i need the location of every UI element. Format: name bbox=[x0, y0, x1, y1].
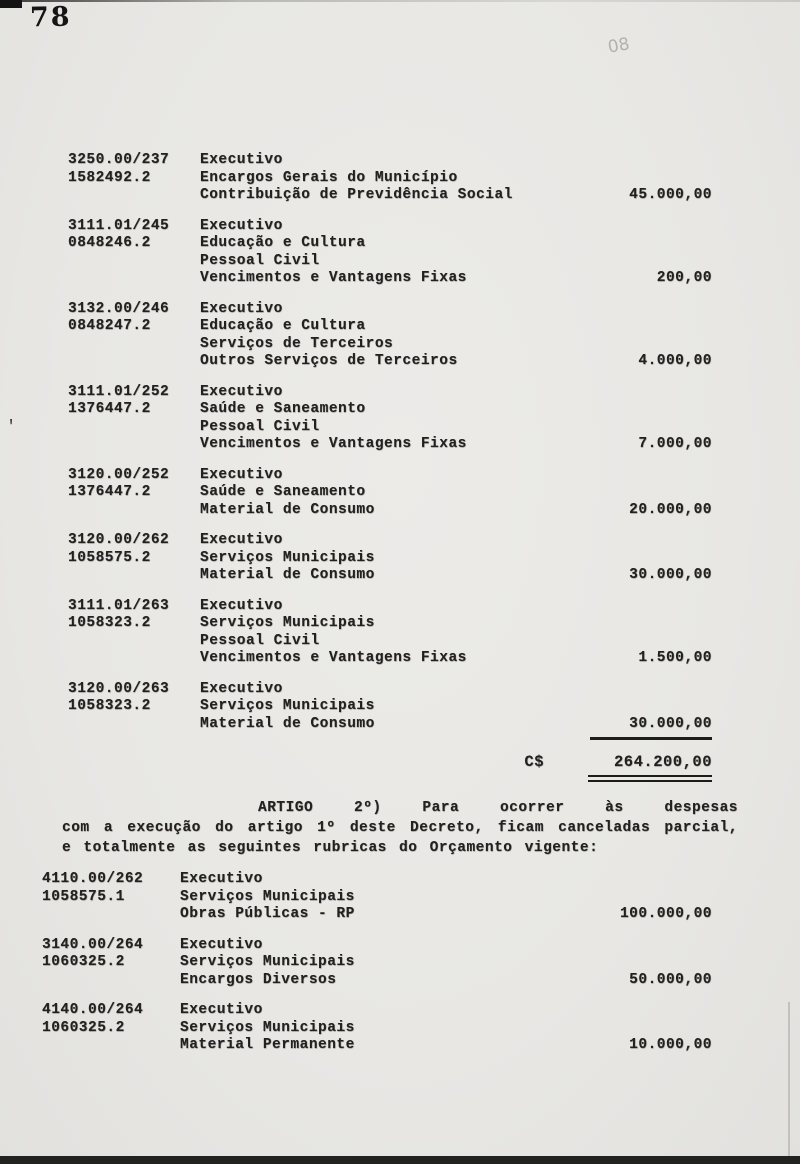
entry-row bbox=[68, 152, 712, 170]
margin-mark: ' bbox=[6, 418, 17, 437]
entry-description: Executivo bbox=[200, 152, 283, 168]
entry-amount: 7.000,00 bbox=[638, 436, 712, 452]
entry-row bbox=[68, 253, 712, 271]
entry-code: 0848247.2 bbox=[68, 318, 151, 334]
entry-description: Educação e Cultura bbox=[200, 318, 366, 334]
entry-code: 3111.01/245 bbox=[68, 217, 170, 234]
entry-row bbox=[68, 681, 712, 699]
entry-row bbox=[68, 270, 712, 288]
entry-row bbox=[68, 467, 712, 485]
entry-row bbox=[68, 301, 712, 319]
entry-description: Saúde e Saneamento bbox=[200, 401, 366, 417]
total-row bbox=[68, 753, 712, 771]
entry-description: Serviços de Terceiros bbox=[200, 335, 394, 352]
entry-row bbox=[42, 1020, 712, 1038]
entry-row bbox=[68, 235, 712, 253]
entry-amount: 200,00 bbox=[656, 270, 712, 286]
entry-row bbox=[68, 567, 712, 585]
entry-row bbox=[42, 889, 712, 907]
article-line: ARTIGO 2º) Para ocorrer às despesas bbox=[258, 800, 738, 816]
entry-code: 1058575.2 bbox=[68, 549, 151, 566]
entry-description: Executivo bbox=[200, 680, 283, 697]
entry-description: Encargos Gerais do Município bbox=[200, 169, 458, 186]
entry-code: 3250.00/237 bbox=[68, 152, 170, 168]
entry-row bbox=[42, 1002, 712, 1020]
entry-description: Material Permanente bbox=[180, 1037, 355, 1053]
entry-code: 1058323.2 bbox=[68, 698, 151, 714]
page-number: 78 bbox=[29, 1, 72, 34]
entry-row bbox=[68, 598, 712, 616]
entry-row bbox=[68, 615, 712, 633]
entry-description: Pessoal Civil bbox=[200, 632, 320, 649]
entry-description: Contribuição de Previdência Social bbox=[200, 187, 513, 203]
entry-row bbox=[68, 318, 712, 336]
entry-description: Pessoal Civil bbox=[200, 418, 320, 435]
entry-description: Serviços Municipais bbox=[200, 698, 375, 714]
entry-description: Serviços Municipais bbox=[200, 615, 375, 631]
entry-row bbox=[42, 871, 712, 889]
entry-code: 1058323.2 bbox=[68, 615, 151, 631]
entry-row bbox=[42, 972, 712, 990]
entry-description: Serviços Municipais bbox=[200, 549, 375, 566]
entry-code: 1376447.2 bbox=[68, 401, 151, 417]
entry-row bbox=[68, 633, 712, 651]
budget-entry bbox=[68, 467, 712, 520]
article-line: com a execução do artigo 1º deste Decreto, ficam canceladas parcial, bbox=[62, 820, 738, 836]
entry-amount: 10.000,00 bbox=[629, 1037, 712, 1053]
budget-entry bbox=[68, 598, 712, 668]
entry-row bbox=[42, 906, 712, 924]
entry-description: Outros Serviços de Terceiros bbox=[200, 353, 458, 369]
budget-entry bbox=[68, 384, 712, 454]
article-line: e totalmente as seguintes rubricas do Orçamento vigente: bbox=[62, 840, 599, 856]
total-amount: 264.200,00 bbox=[613, 753, 712, 771]
entry-description: Vencimentos e Vantagens Fixas bbox=[200, 436, 467, 452]
entry-description: Material de Consumo bbox=[200, 501, 375, 518]
entry-description: Executivo bbox=[200, 217, 283, 234]
entry-row bbox=[42, 937, 712, 955]
budget-entry bbox=[68, 218, 712, 288]
entry-description: Serviços Municipais bbox=[180, 888, 355, 905]
entry-code: 3120.00/263 bbox=[68, 680, 170, 697]
currency-symbol: C$ bbox=[524, 753, 544, 771]
entry-description: Executivo bbox=[200, 532, 283, 548]
entry-code: 3111.01/263 bbox=[68, 597, 170, 614]
entry-amount: 100.000,00 bbox=[619, 906, 712, 922]
budget-entry bbox=[42, 871, 712, 924]
entry-row bbox=[42, 954, 712, 972]
entry-row bbox=[42, 1037, 712, 1055]
entry-description: Material de Consumo bbox=[200, 567, 375, 583]
pencil-annotation: 08 bbox=[606, 34, 632, 58]
entry-row bbox=[68, 419, 712, 437]
entry-row bbox=[68, 384, 712, 402]
budget-entry bbox=[68, 681, 712, 741]
entry-description: Obras Públicas - RP bbox=[180, 906, 355, 922]
entry-amount: 50.000,00 bbox=[629, 971, 712, 988]
scan-edge-top-left bbox=[0, 0, 22, 8]
entry-code: 3120.00/262 bbox=[68, 532, 170, 548]
entry-description: Pessoal Civil bbox=[200, 252, 320, 269]
scan-edge-bottom bbox=[0, 1156, 800, 1164]
entry-row bbox=[68, 436, 712, 454]
entry-row bbox=[68, 532, 712, 550]
entry-description: Vencimentos e Vantagens Fixas bbox=[200, 650, 467, 666]
article-2-paragraph bbox=[62, 798, 738, 858]
entry-row bbox=[68, 218, 712, 236]
entry-code: 3132.00/246 bbox=[68, 300, 170, 317]
budget-entry bbox=[42, 937, 712, 990]
scan-crease-right bbox=[788, 1002, 790, 1156]
entry-code: 4110.00/262 bbox=[42, 871, 144, 887]
entry-row bbox=[68, 170, 712, 188]
entry-description: Material de Consumo bbox=[200, 715, 375, 732]
entry-description: Serviços Municipais bbox=[180, 954, 355, 970]
entry-description: Executivo bbox=[180, 871, 263, 887]
entry-code: 0848246.2 bbox=[68, 235, 151, 251]
entry-description: Educação e Cultura bbox=[200, 235, 366, 251]
entry-amount: 30.000,00 bbox=[629, 567, 712, 583]
entry-description: Serviços Municipais bbox=[180, 1019, 355, 1036]
entry-code: 4140.00/264 bbox=[42, 1002, 144, 1018]
document-body bbox=[0, 152, 800, 1068]
entry-description: Executivo bbox=[200, 466, 283, 483]
entry-description: Vencimentos e Vantagens Fixas bbox=[200, 270, 467, 286]
budget-entries-cancelled-to bbox=[68, 152, 712, 740]
budget-entry bbox=[68, 301, 712, 371]
entry-description: Executivo bbox=[200, 300, 283, 317]
entry-code: 1060325.2 bbox=[42, 1019, 125, 1036]
budget-entries-cancelled-from bbox=[42, 871, 712, 1055]
entry-code: 1058575.1 bbox=[42, 888, 125, 905]
entry-row bbox=[68, 336, 712, 354]
budget-entry bbox=[42, 1002, 712, 1055]
entry-amount: 20.000,00 bbox=[629, 501, 712, 518]
entry-code: 1582492.2 bbox=[68, 169, 151, 186]
scan-edge-top bbox=[0, 0, 800, 2]
entry-row bbox=[68, 716, 712, 741]
total-double-rule bbox=[588, 775, 712, 782]
entry-amount: 1.500,00 bbox=[638, 650, 712, 666]
entry-row bbox=[68, 187, 712, 205]
entry-description: Executivo bbox=[200, 383, 283, 400]
entry-row bbox=[68, 484, 712, 502]
entry-row bbox=[68, 698, 712, 716]
entry-description: Executivo bbox=[180, 1002, 263, 1018]
entry-code: 3120.00/252 bbox=[68, 466, 170, 483]
entry-amount: 30.000,00 bbox=[590, 716, 712, 741]
entry-description: Executivo bbox=[180, 936, 263, 953]
budget-entry bbox=[68, 152, 712, 205]
entry-row bbox=[68, 353, 712, 371]
entry-code: 1060325.2 bbox=[42, 954, 125, 970]
entry-row bbox=[68, 550, 712, 568]
entry-row bbox=[68, 401, 712, 419]
entry-code: 3140.00/264 bbox=[42, 936, 144, 953]
entry-code: 1376447.2 bbox=[68, 484, 151, 500]
entry-amount: 45.000,00 bbox=[629, 187, 712, 203]
entry-description: Executivo bbox=[200, 597, 283, 614]
entry-description: Encargos Diversos bbox=[180, 971, 337, 988]
budget-entry bbox=[68, 532, 712, 585]
entry-row bbox=[68, 650, 712, 668]
entry-description: Saúde e Saneamento bbox=[200, 484, 366, 500]
entry-row bbox=[68, 502, 712, 520]
entry-amount: 4.000,00 bbox=[638, 353, 712, 369]
entry-code: 3111.01/252 bbox=[68, 383, 170, 400]
